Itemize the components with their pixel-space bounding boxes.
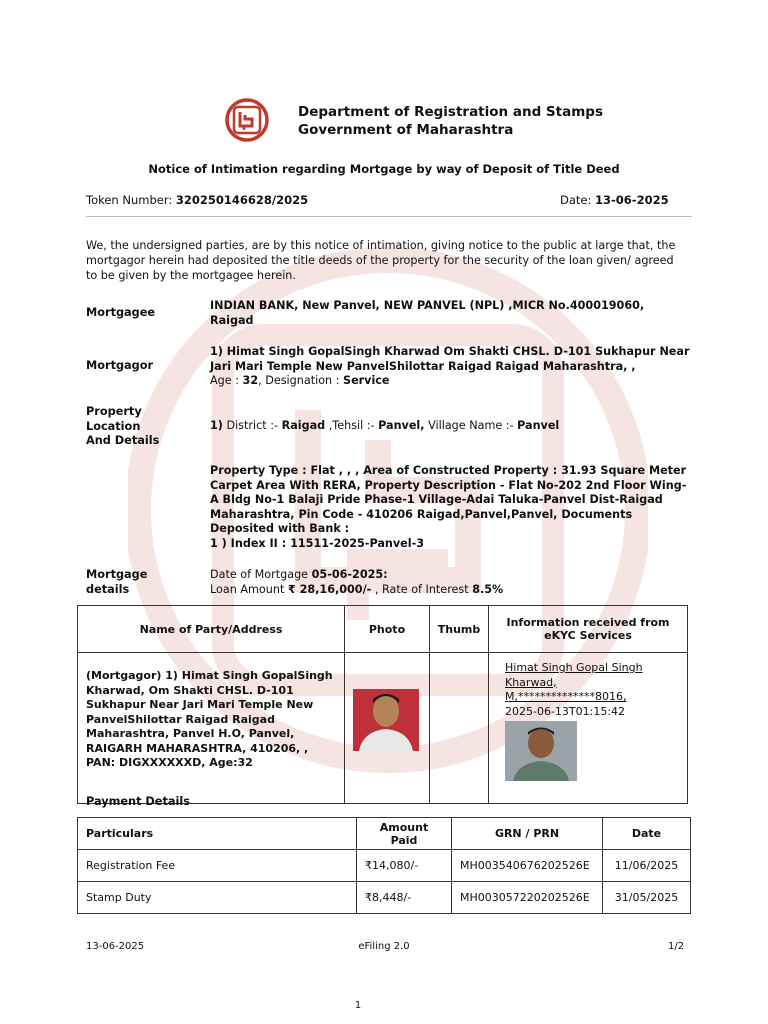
property-details <box>210 464 690 551</box>
tehsil-label: ,Tehsil :- <box>325 419 379 432</box>
payment-date: 31/05/2025 <box>603 882 691 914</box>
department-logo-icon <box>225 98 269 142</box>
payment-particulars: Stamp Duty <box>78 882 357 914</box>
token-number <box>86 193 308 207</box>
divider <box>86 216 692 217</box>
payment-date: 11/06/2025 <box>603 850 691 882</box>
page-number: 1 <box>354 1000 362 1011</box>
designation-value: Service <box>343 374 390 387</box>
date-label: Date: <box>560 193 596 207</box>
intro-paragraph: We, the undersigned parties, are by this notice of intimation, giving notice to the public at large that, the mortgagor herein had deposited the title deeds of the property for the security of the loan given/ agreed to be given by the mortgagee herein. <box>86 239 676 282</box>
payment-grn: MH003540676202526E <box>452 850 603 882</box>
party-header-name: Name of Party/Address <box>78 606 345 653</box>
ekyc-timestamp: 2025-06-13T01:15:42 <box>505 704 626 718</box>
payment-header-grn: GRN / PRN <box>452 818 603 850</box>
payment-header-particulars: Particulars <box>78 818 357 850</box>
party-photo-cell <box>345 653 430 804</box>
footer-center: eFiling 2.0 <box>358 941 410 952</box>
ekyc-name: Himat Singh Gopal Singh Kharwad, <box>505 661 643 689</box>
loan-label: Loan Amount <box>210 582 288 596</box>
party-header-ekyc: Information received from eKYC Services <box>489 606 688 653</box>
property-location <box>210 419 690 434</box>
property-label-3: And Details <box>86 434 160 447</box>
payment-header-row <box>78 818 691 850</box>
header-line-2: Government of Maharashtra <box>298 122 514 138</box>
property-label-1: Property <box>86 405 142 418</box>
footer-page: 1/2 <box>668 941 685 952</box>
header-line-1: Department of Registration and Stamps <box>298 104 603 120</box>
mortgagee-value: INDIAN BANK, New Panvel, NEW PANVEL (NPL) ,MICR No.400019060, Raigad <box>210 299 645 327</box>
ekyc-id: M,**************8016, <box>505 690 627 703</box>
mortgage-label-2: details <box>86 582 130 596</box>
village-label: Village Name :- <box>424 419 518 432</box>
payment-grn: MH003057220202526E <box>452 882 603 914</box>
mortgagee-label: Mortgagee <box>86 306 156 319</box>
notice-date <box>560 193 669 207</box>
payment-table <box>77 817 691 914</box>
rate-label: , Rate of Interest <box>371 582 473 596</box>
payment-header-date: Date <box>603 818 691 850</box>
token-value: 320250146628/2025 <box>175 193 309 207</box>
notice-title: Notice of Intimation regarding Mortgage by way of Deposit of Title Deed <box>148 162 620 176</box>
ekyc-photo <box>505 721 577 781</box>
party-table <box>77 605 688 804</box>
mortgagor-value <box>210 345 690 389</box>
payment-header-amount: Amount Paid <box>357 818 452 850</box>
payment-row <box>78 882 691 914</box>
party-header-thumb: Thumb <box>430 606 489 653</box>
mortgagor-label: Mortgagor <box>86 359 154 372</box>
property-index: 1 ) Index II : 11511-2025-Panvel-3 <box>210 536 425 550</box>
age-label: Age : <box>210 374 243 387</box>
village-value: Panvel <box>517 419 560 432</box>
district-value: Raigad <box>281 419 326 432</box>
rate-value: 8.5% <box>472 582 504 596</box>
department-title <box>298 103 603 139</box>
payment-amount: ₹8,448/- <box>357 882 452 914</box>
footer-date: 13-06-2025 <box>86 941 145 952</box>
payment-amount: ₹14,080/- <box>357 850 452 882</box>
mortgage-details-label <box>86 568 147 597</box>
property-description: Property Type : Flat , , , Area of Constructed Property : 31.93 Square Meter Carpet Area With RERA, Property Description - Flat No-202 2nd Floor Wing-A Bldg No-1 Balaji Pride Phase-1 Village-Adai Taluka-Panvel Dist-Raigad Maharashtra, Pin Code - 410206 Raigad,Panvel,Panvel, Documents Deposited with Bank : <box>210 464 687 535</box>
payment-title: Payment Details <box>86 795 190 808</box>
loan-amount: ₹ 28,16,000/- <box>287 582 372 596</box>
party-table-header <box>78 606 688 653</box>
tehsil-value: Panvel, <box>378 419 425 432</box>
payment-row <box>78 850 691 882</box>
mortgage-date: 05-06-2025: <box>311 568 388 581</box>
property-label-2: Location <box>86 419 141 433</box>
party-thumb-cell <box>430 653 489 804</box>
mortgagor-name: 1) Himat Singh GopalSingh Kharwad Om Shakti CHSL. D-101 Sukhapur Near Jari Mari Temple New PanvelShilottar Raigad Raigad Maharashtra, , <box>210 345 690 373</box>
party-row <box>78 653 688 804</box>
district-label: District :- <box>222 419 282 432</box>
date-value: 13-06-2025 <box>595 193 669 207</box>
age-value: 32 <box>242 374 259 387</box>
property-prefix: 1) <box>210 419 223 432</box>
mortgagor-photo <box>353 689 419 751</box>
token-label: Token Number: <box>86 193 176 207</box>
party-header-photo: Photo <box>345 606 430 653</box>
mortgage-details-value <box>210 568 690 597</box>
party-address: (Mortgagor) 1) Himat Singh GopalSingh Kharwad, Om Shakti CHSL. D-101 Sukhapur Near Jari Mari Temple New PanvelShilottar Raigad Raigad Maharashtra, Panvel H.O, Panvel, RAIGARH MAHARASHTRA, 410206, , PAN: DIGXXXXXXD, Age:32 <box>78 653 345 804</box>
payment-particulars: Registration Fee <box>78 850 357 882</box>
mortgage-date-label: Date of Mortgage <box>210 568 312 581</box>
designation-label: , Designation : <box>258 374 344 387</box>
party-ekyc-cell <box>489 653 688 804</box>
mortgage-label-1: Mortgage <box>86 568 148 581</box>
property-label <box>86 405 159 449</box>
